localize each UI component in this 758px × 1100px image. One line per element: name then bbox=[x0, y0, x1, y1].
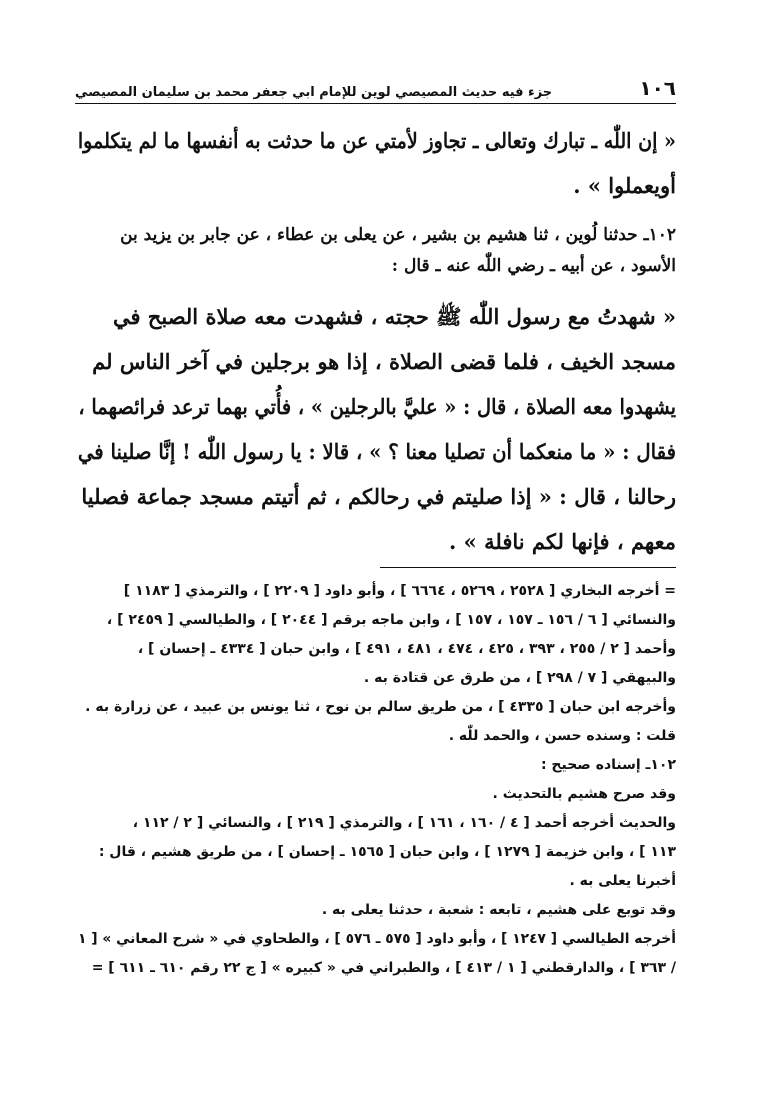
footnote-line: / ٣٦٣ ] ، والدارقطني [ ١ / ٤١٣ ] ، والطبراني في « كبيره » [ ج ٢٢ رقم ٦١٠ ـ ٦١١ ] = bbox=[91, 960, 676, 976]
footnote-line: وقد توبع على هشيم ، تابعه : شعبة ، حدثنا يعلى به . bbox=[321, 902, 676, 918]
text-line: « إن اللّٰه ـ تبارك وتعالى ـ تجاوز لأمتي عن ما حدثت به أنفسها ما لم يتكلموا bbox=[77, 128, 677, 153]
text-line: ١٠٢ـ حدثنا لُوين ، ثنا هشيم بن بشير ، عن يعلى بن عطاء ، عن جابر بن يزيد بن bbox=[120, 225, 676, 245]
footnote-line: أخرجه الطيالسي [ ١٢٤٧ ] ، وأبو داود [ ٥٧٥ ـ ٥٧٦ ] ، والطحاوي في « شرح المعاني » [ ١ bbox=[78, 931, 676, 947]
text-line: يشهدوا معه الصلاة ، قال : « عليَّ بالرجلين » ، فأُتي بهما ترعد فرائصهما ، bbox=[78, 394, 677, 419]
text-line: رحالنا ، قال : « إذا صليتم في رحالكم ، ثم أتيتم مسجد جماعة فصليا bbox=[81, 484, 676, 509]
text-line: أويعملوا » . bbox=[573, 173, 676, 198]
footnote-line: والنسائي [ ٦ / ١٥٦ ـ ١٥٧ ، ١٥٧ ] ، وابن ماجه برقم [ ٢٠٤٤ ] ، والطيالسي [ ٢٤٥٩ ] ، bbox=[106, 612, 676, 628]
text-line: فقال : « ما منعكما أن تصليا معنا ؟ » ، قالا : يا رسول اللّٰه ! إنَّا صلينا في bbox=[77, 439, 676, 464]
text-line: مسجد الخيف ، فلما قضى الصلاة ، إذا هو برجلين في آخر الناس لم bbox=[92, 349, 676, 374]
hadith-101-ending bbox=[78, 118, 676, 208]
footnote-line: والحديث أخرجه أحمد [ ٤ / ١٦٠ ، ١٦١ ] ، والترمذي [ ٢١٩ ] ، والنسائي [ ٢ / ١١٢ ، bbox=[132, 815, 676, 831]
text-line: « شهدتُ مع رسول اللّٰه ﷺ حجته ، فشهدت معه صلاة الصبح في bbox=[112, 304, 676, 329]
running-title: جزء فيه حديث المصيصي لوين للإمام ابي جعفر محمد بن سليمان المصيصي bbox=[75, 85, 553, 100]
running-header bbox=[75, 76, 676, 100]
footnote-line: ١١٣ ] ، وابن خزيمة [ ١٢٧٩ ] ، وابن حبان [ ١٥٦٥ ـ إحسان ] ، من طريق هشيم ، قال : bbox=[98, 844, 676, 860]
footnote-line: أخبرنا يعلى به . bbox=[569, 873, 676, 889]
footnote-line: = أخرجه البخاري [ ٢٥٢٨ ، ٥٢٦٩ ، ٦٦٦٤ ] ، وأبو داود [ ٢٢٠٩ ] ، والترمذي [ ١١٨٣ ] bbox=[123, 583, 676, 599]
page-number: ١٠٦ bbox=[639, 76, 676, 100]
footnote-line: والبيهقي [ ٧ / ٢٩٨ ] ، من طرق عن قتادة به . bbox=[363, 670, 676, 686]
footnote-line: وأحمد [ ٢ / ٢٥٥ ، ٣٩٣ ، ٤٢٥ ، ٤٧٤ ، ٤٨١ ، ٤٩١ ] ، وابن حبان [ ٤٣٣٤ ـ إحسان ] ، bbox=[137, 641, 676, 657]
footnote-separator bbox=[380, 567, 676, 568]
footnote-line: وقد صرح هشيم بالتحديث . bbox=[492, 786, 676, 802]
header-rule bbox=[75, 103, 676, 104]
footnote-line: وأخرجه ابن حبان [ ٤٣٣٥ ] ، من طريق سالم بن نوح ، ثنا يونس بن عبيد ، عن زرارة به . bbox=[85, 699, 676, 715]
hadith-102-isnad bbox=[78, 220, 676, 282]
footnotes bbox=[78, 577, 676, 983]
footnote-heading: ١٠٢ـ إسناده صحيح : bbox=[540, 757, 676, 773]
text-line: معهم ، فإنها لكم نافلة » . bbox=[449, 529, 676, 554]
text-line: الأسود ، عن أبيه ـ رضي اللّٰه عنه ـ قال : bbox=[391, 256, 676, 276]
footnote-line: قلت : وسنده حسن ، والحمد للّٰه . bbox=[448, 728, 676, 744]
hadith-102-matn bbox=[78, 294, 676, 564]
